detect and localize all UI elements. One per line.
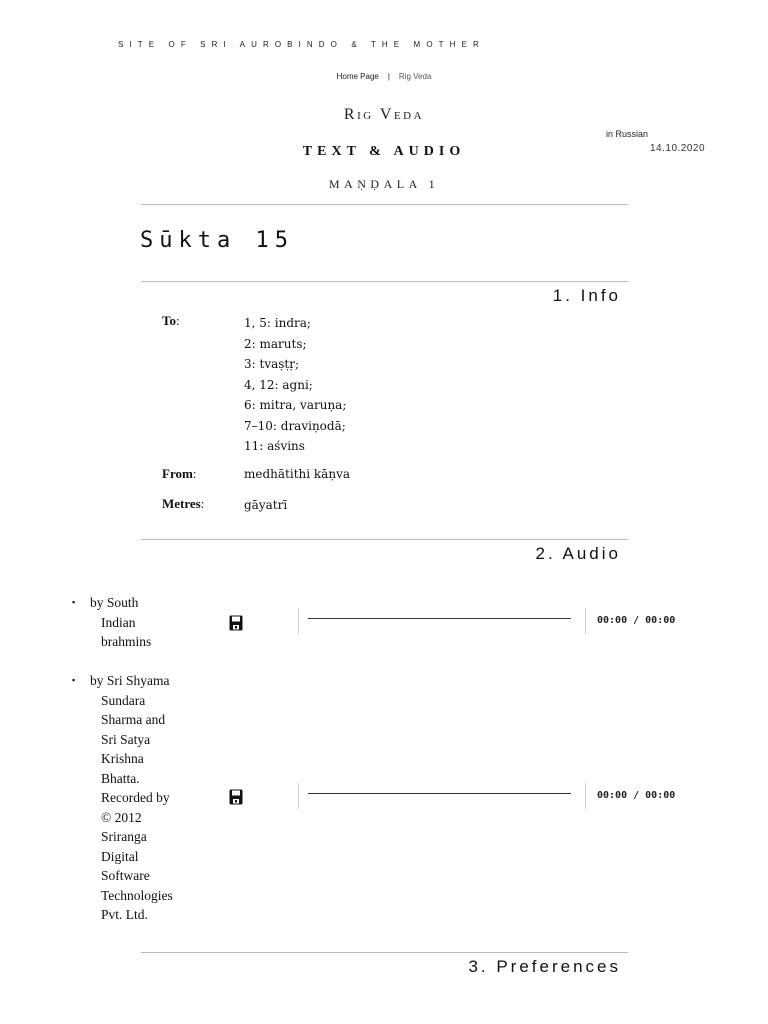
audio-item-line: Recorded by [101,790,170,805]
to-value-item: 3: tvaṣṭṛ; [244,357,300,371]
audio-item-sriranga [72,671,202,925]
from-label: From: [162,466,197,481]
sukta-title: Sūkta 15 [140,228,294,253]
to-value-item: 11: aśvins [244,439,305,453]
audio-item-line: Sundara [101,692,146,708]
audio-item-line: brahmins [101,634,152,649]
audio-time-display: 00:00 / 00:00 [597,615,676,626]
audio-item-line: Sri Satya [101,731,151,747]
preferences-heading: 3. Preferences [468,957,621,976]
divider [141,952,628,953]
save-icon[interactable] [229,615,243,631]
audio-item-line: by South [90,595,139,610]
to-value-item: 6: mitra, varuṇa; [244,398,347,412]
audio-item-line: Sriranga [101,829,147,844]
save-icon[interactable] [229,789,243,805]
audio-item-line: Indian [101,614,136,630]
player-divider [585,608,586,634]
metres-value: gāyatrī [244,498,288,512]
audio-item-south-indian [72,593,202,652]
player-divider [298,783,299,809]
to-value-item: 4, 12: agni; [244,377,313,392]
from-value: medhātithi kāṇva [244,467,350,481]
divider [141,204,628,205]
page-subtitle-text-audio: TEXT & AUDIO [302,144,466,159]
metres-label: Metres: [162,496,205,511]
page-title-rig-veda: Rig Veda [343,106,425,123]
nav-separator: | [387,72,390,81]
divider [141,281,628,282]
audio-item-line: Krishna [101,751,144,766]
audio-item-line: Software [101,868,150,883]
audio-item-line: Pvt. Ltd. [101,907,148,922]
audio-progress-bar[interactable] [308,618,571,619]
audio-item-line: Technologies [101,887,173,903]
mandala-heading: MAṆḌALA 1 [328,177,440,191]
from-label-text: From [162,466,193,481]
audio-time-display: 00:00 / 00:00 [597,790,676,801]
divider [141,539,628,540]
to-values-list [244,313,346,457]
bullet-icon: ▪ [72,597,76,607]
audio-item-line: Digital [101,848,139,864]
to-label-text: To [162,313,176,328]
breadcrumb-nav [0,72,768,81]
audio-item-line: by Sri Shyama [90,673,170,688]
info-heading: 1. Info [552,286,621,305]
to-label: To: [162,313,180,328]
to-value-item: 1, 5: indra; [244,316,311,330]
update-date: 14.10.2020 [650,143,706,154]
rig-veda-link[interactable]: Rig Veda [398,72,432,81]
audio-item-line: © 2012 [101,809,142,825]
audio-progress-bar[interactable] [308,793,571,794]
home-page-link[interactable]: Home Page [336,72,379,81]
to-value-item: 2: maruts; [244,336,307,351]
bullet-icon: ▪ [72,675,76,685]
player-divider [298,608,299,634]
player-divider [585,783,586,809]
metres-label-text: Metres [162,496,201,511]
audio-item-line: Bhatta. [101,770,140,786]
audio-heading: 2. Audio [535,544,621,563]
to-value-item: 7–10: draviṇodā; [244,418,346,433]
in-russian-link[interactable]: in Russian [606,129,649,139]
audio-item-line: Sharma and [101,712,166,727]
site-title[interactable]: SITE OF SRI AUROBINDO & THE MOTHER [118,40,485,49]
